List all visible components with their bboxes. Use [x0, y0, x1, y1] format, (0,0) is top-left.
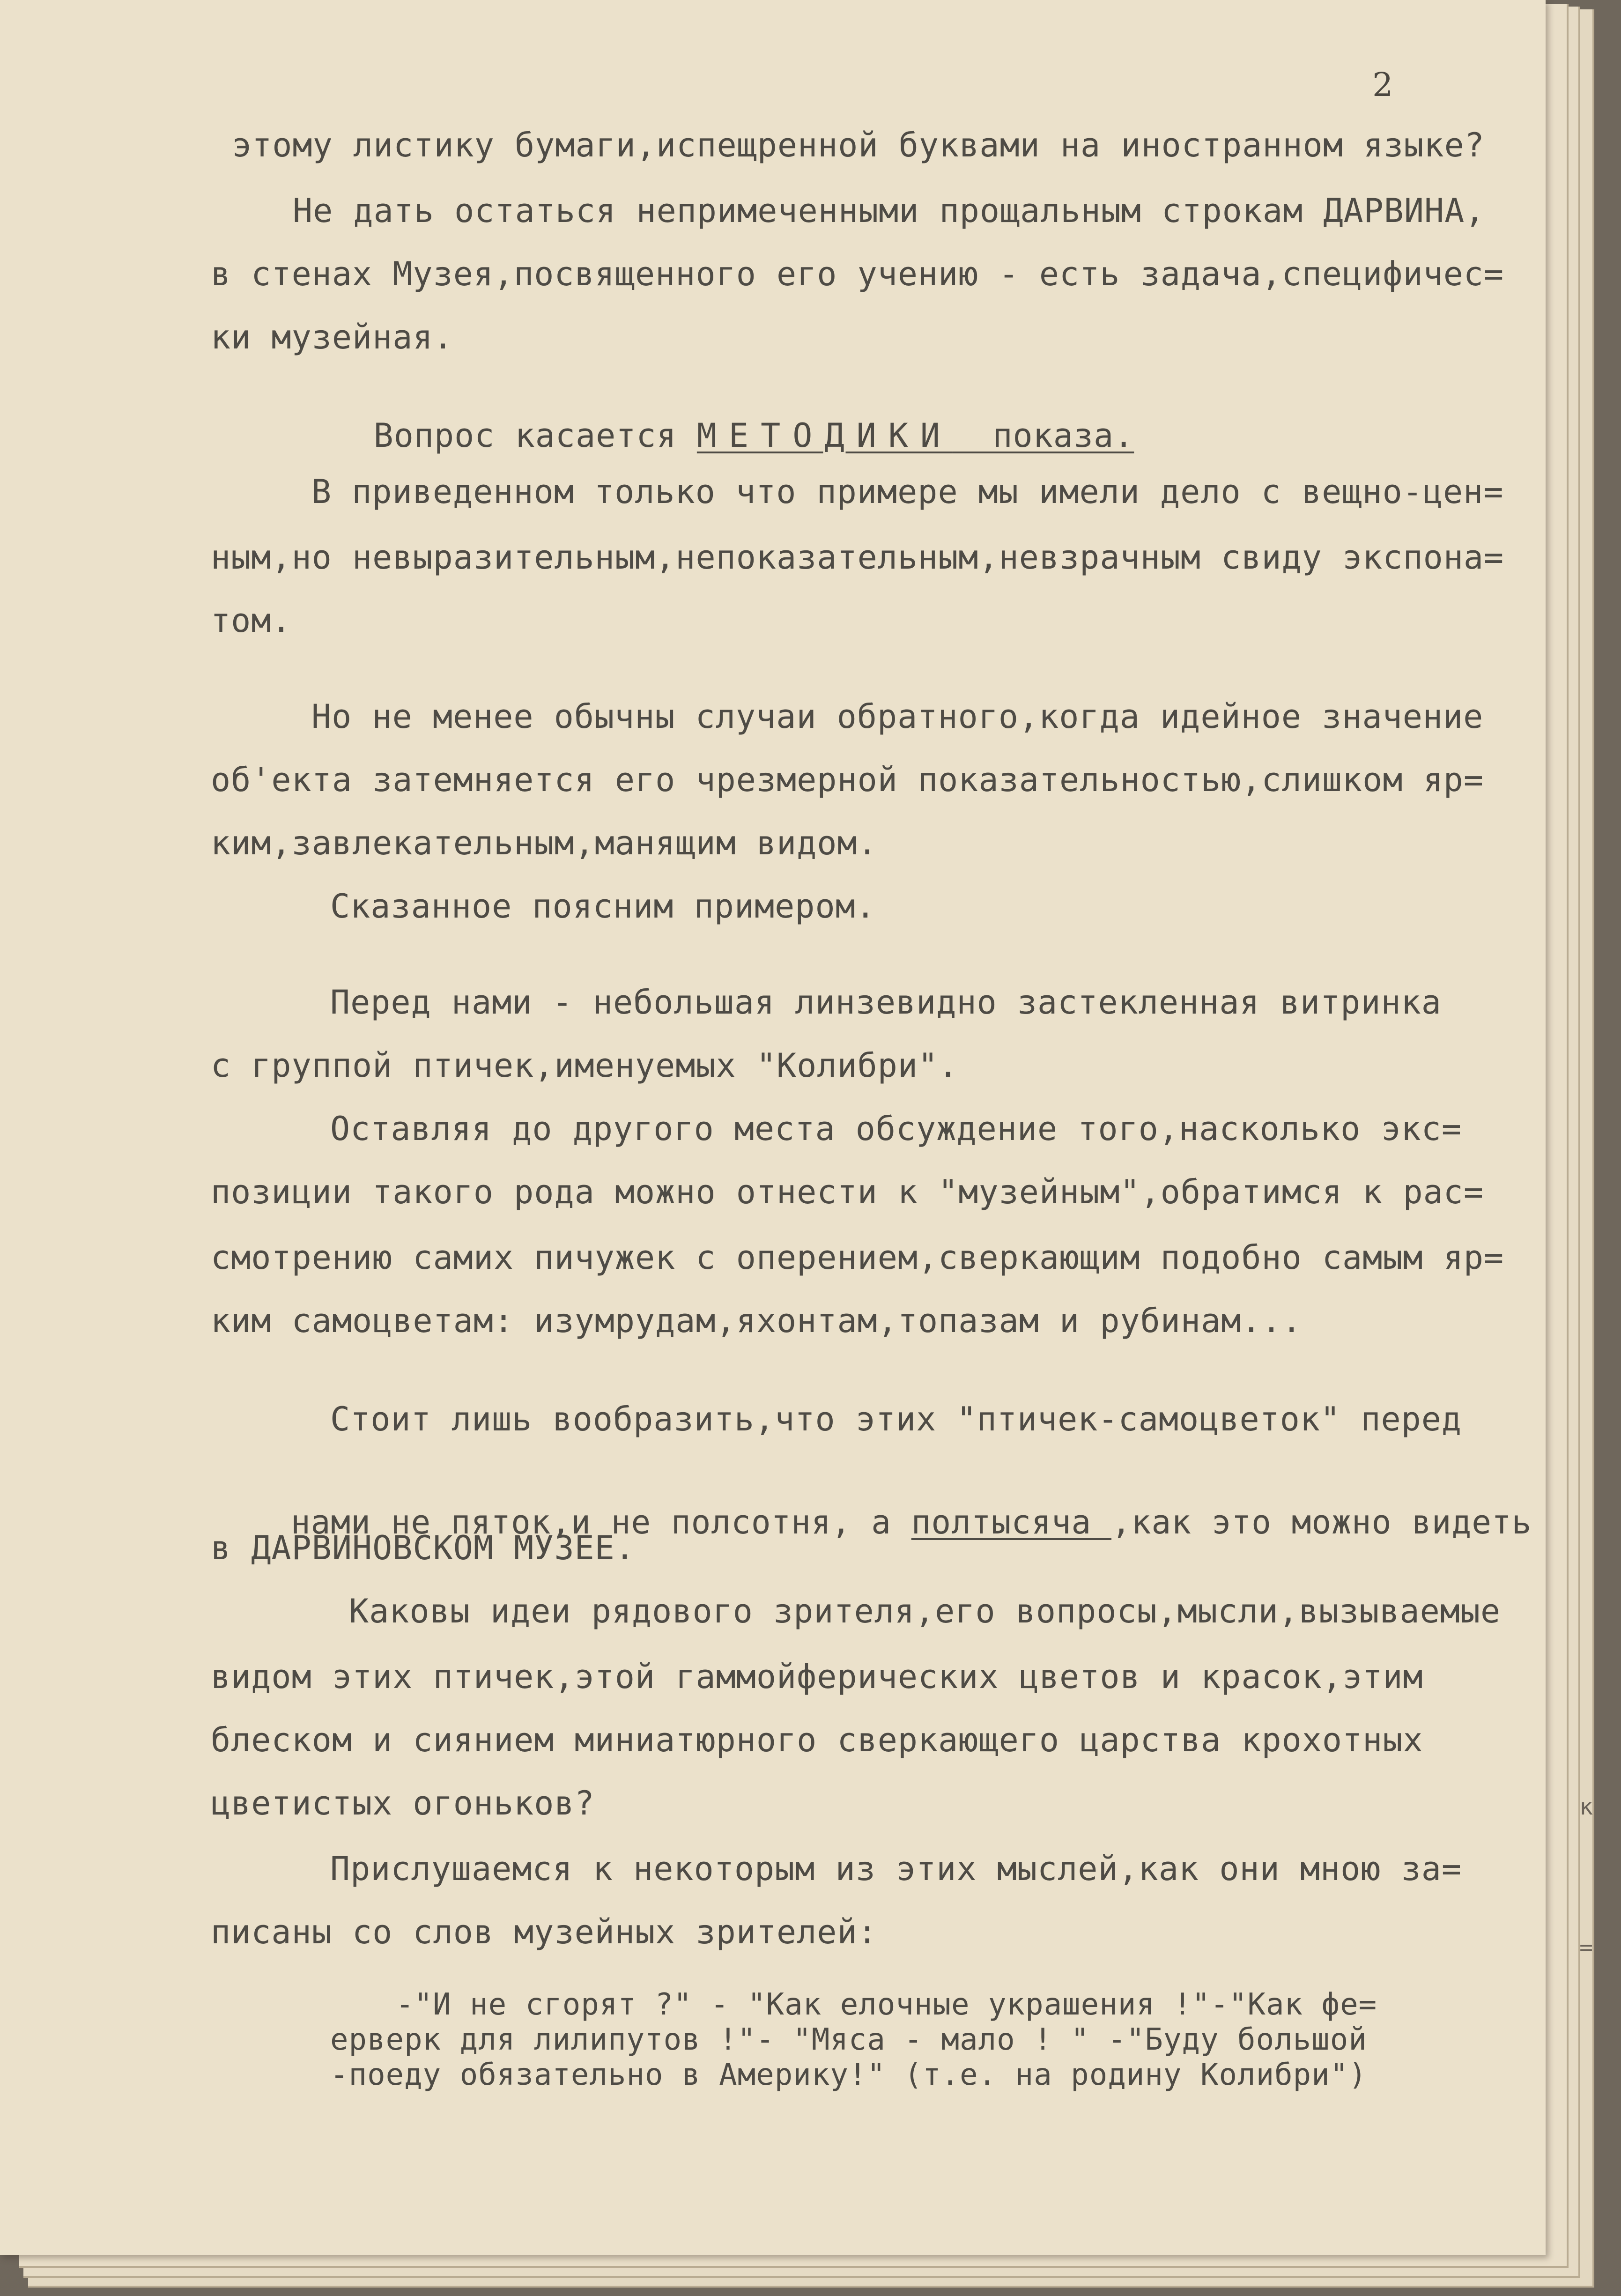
text-line-10: об'екта затемняется его чрезмерной показательностью,слишком яр= — [211, 761, 1484, 799]
text-line-22: Каковы идеи рядового зрителя,его вопросы,мысли,вызываемые — [349, 1592, 1501, 1630]
edge-mark-1: к — [1579, 1794, 1593, 1820]
text-line-25: цветистых огоньков? — [211, 1784, 595, 1822]
text-line-21: в ДАРВИНОВСКОМ МУЗЕЕ. — [211, 1529, 636, 1567]
half-thousand-emphasis: полтысяча — [911, 1503, 1112, 1541]
text-line-24: блеском и сиянием миниатюрного сверкающего царства крохотных — [211, 1721, 1423, 1759]
text-line-17: смотрению самих пичужек с оперением,сверкающим подобно самым яр= — [211, 1238, 1504, 1277]
text-line-20-lead: нами не пяток,и не полсотня, а — [290, 1503, 911, 1541]
text-line-13: Перед нами - небольшая линзевидно застекленная витринка — [330, 983, 1442, 1022]
text-line-12: Сказанное поясним примером. — [330, 887, 876, 926]
quote-line-1: -"И не сгорят ?" - "Как елочные украшения !"-"Как фе= — [396, 1987, 1377, 2022]
text-line-27: писаны со слов музейных зрителей: — [211, 1913, 878, 1951]
text-line-3: в стенах Музея,посвященного его учению - есть задача,специфичес= — [211, 255, 1504, 293]
text-line-1: этому листику бумаги,испещренной буквами на иностранном языке? — [232, 126, 1485, 164]
text-line-26: Прислушаемся к некоторым из этих мыслей,как они мною за= — [330, 1850, 1462, 1888]
text-line-4: ки музейная. — [211, 318, 453, 356]
methodology-emphasis: МЕТОДИКИ — [696, 416, 953, 455]
text-line-11: ким,завлекательным,манящим видом. — [211, 824, 878, 862]
page-number: 2 — [1372, 66, 1393, 104]
text-line-20-tail: ,как это можно видеть — [1111, 1503, 1532, 1541]
text-line-19: Стоит лишь вообразить,что этих "птичек-самоцветок" перед — [330, 1400, 1462, 1438]
text-line-14: с группой птичек,именуемых "Колибри". — [211, 1046, 959, 1085]
quote-line-3: -поеду обязательно в Америку!" (т.е. на родину Колибри") — [330, 2058, 1367, 2092]
text-line-5-tail: показа. — [952, 416, 1134, 455]
text-line-6: В приведенном только что примере мы имели дело с вещно-цен= — [311, 473, 1504, 511]
edge-mark-2: = — [1579, 1934, 1593, 1961]
text-line-5-lead: Вопрос касается — [373, 416, 697, 455]
text-line-9: Но не менее обычны случаи обратного,когда идейное значение — [311, 697, 1484, 736]
quote-line-2: ерверк для лилипутов !"- "Мяса - мало ! " -"Буду большой — [330, 2022, 1367, 2057]
text-line-15: Оставляя до другого места обсуждение того,насколько экс= — [330, 1110, 1462, 1148]
text-line-16: позиции такого рода можно отнести к "музейным",обратимся к рас= — [211, 1173, 1484, 1211]
text-line-8: том. — [211, 601, 292, 640]
text-line-23: видом этих птичек,этой гаммойферических цветов и красок,этим — [211, 1658, 1423, 1696]
text-line-7: ным,но невыразительным,непоказательным,невзрачным свиду экспона= — [211, 538, 1504, 577]
text-line-2: Не дать остаться непримеченными прощальным строкам ДАРВИНА, — [293, 192, 1485, 230]
text-line-18: ким самоцветам: изумрудам,яхонтам,топазам и рубинам... — [211, 1302, 1302, 1340]
